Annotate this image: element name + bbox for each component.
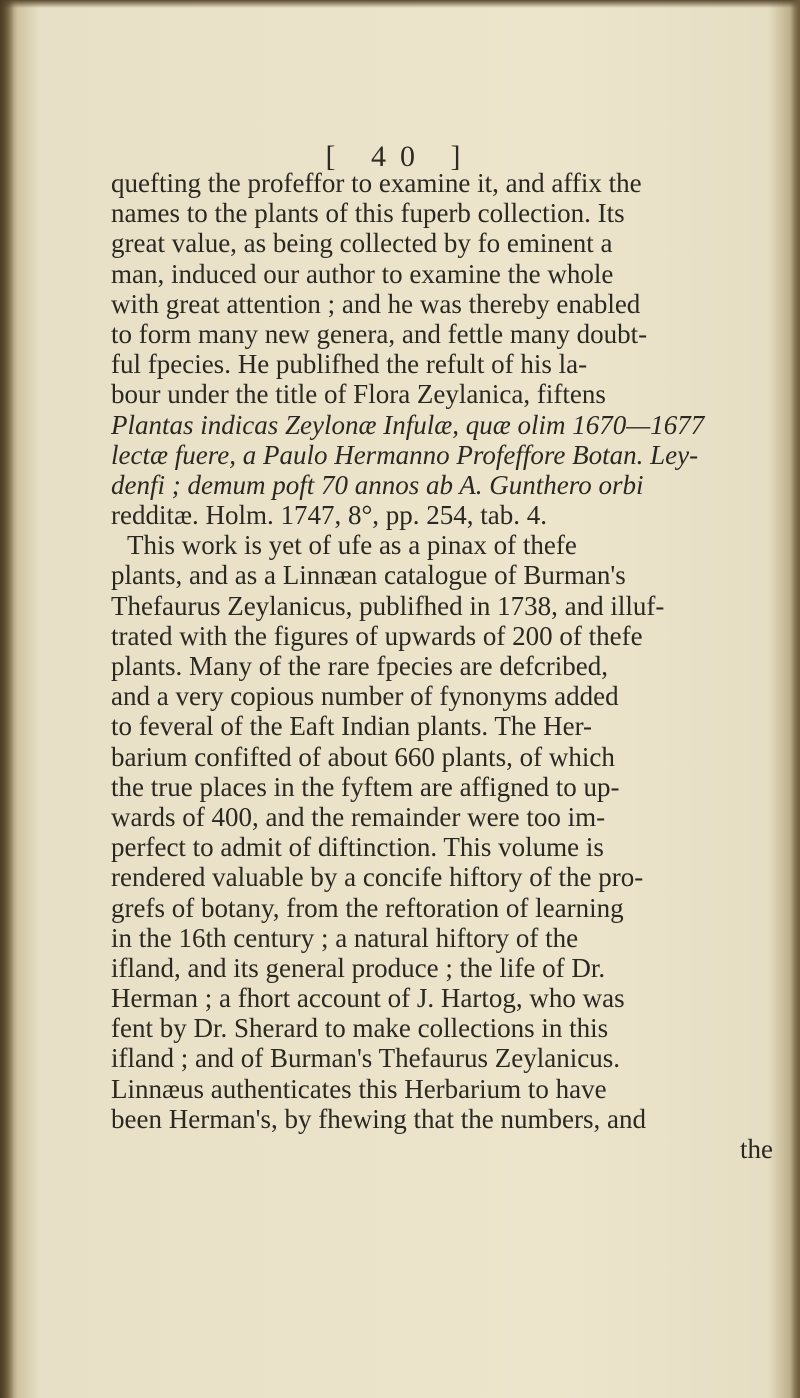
text-line: grefs of botany, from the reftoration of learning — [111, 892, 624, 923]
text-line: denfi ; demum poft 70 annos ab A. Gunthero orbi — [111, 469, 644, 500]
text-line: ifland ; and of Burman's Thefaurus Zeylanicus. — [111, 1043, 620, 1074]
text-line: This work is yet of ufe as a pinax of thefe — [127, 530, 577, 561]
text-line: Linnæus authenticates this Herbarium to have — [111, 1073, 607, 1104]
text-line: to feveral of the Eaft Indian plants. The Her- — [111, 711, 593, 742]
text-line: quefting the profeffor to examine it, and affix the — [111, 168, 642, 198]
text-line: been Herman's, by fhewing that the numbers, and — [111, 1103, 646, 1134]
text-line: ful fpecies. He publifhed the refult of his la- — [111, 349, 588, 380]
binding-shadow — [0, 0, 14, 1398]
text-line: Plantas indicas Zeylonæ Infulæ, quæ olim 1670—1677 — [111, 409, 705, 440]
text-line: ifland, and its general produce ; the life of Dr. — [111, 952, 606, 983]
catchword: the — [740, 1134, 773, 1164]
text-line: rendered valuable by a concife hiftory of the pro- — [111, 862, 644, 893]
page-number-header: [ 40 ] — [325, 140, 475, 173]
text-line: and a very copious number of fynonyms added — [111, 681, 619, 712]
text-line: bour under the title of Flora Zeylanica, fiftens — [111, 379, 606, 410]
text-line: with great attention ; and he was thereby enabled — [111, 288, 641, 319]
page-top-edge — [0, 0, 800, 8]
text-line: man, induced our author to examine the whole — [111, 258, 614, 289]
text-line: names to the plants of this fuperb collection. Its — [111, 198, 625, 229]
text-line: plants. Many of the rare fpecies are defcribed, — [111, 651, 609, 681]
body-text — [111, 168, 791, 1164]
text-line: redditæ. Holm. 1747, 8°, pp. 254, tab. 4. — [111, 500, 548, 531]
text-line: lectæ fuere, a Paulo Hermanno Profeffore Botan. Ley- — [111, 439, 699, 470]
text-line: perfect to admit of diftinction. This volume is — [111, 832, 604, 863]
text-line: the true places in the fyftem are affigned to up- — [111, 771, 620, 802]
page-edge-shadow — [790, 0, 800, 1398]
text-line: barium confifted of about 660 plants, of which — [111, 741, 615, 772]
text-line: in the 16th century ; a natural hiftory of the — [111, 922, 579, 953]
text-line: fent by Dr. Sherard to make collections in this — [111, 1013, 609, 1044]
text-line: wards of 400, and the remainder were too im- — [111, 801, 606, 832]
text-line: trated with the figures of upwards of 200 of thefe — [111, 620, 643, 651]
text-line: great value, as being collected by fo eminent a — [111, 228, 613, 259]
text-line: Thefaurus Zeylanicus, publifhed in 1738, and illuf- — [111, 590, 665, 621]
text-line: plants, and as a Linnæan catalogue of Burman's — [111, 560, 626, 591]
text-line: to form many new genera, and fettle many doubt- — [111, 318, 648, 349]
text-line: Herman ; a fhort account of J. Hartog, who was — [111, 983, 625, 1014]
